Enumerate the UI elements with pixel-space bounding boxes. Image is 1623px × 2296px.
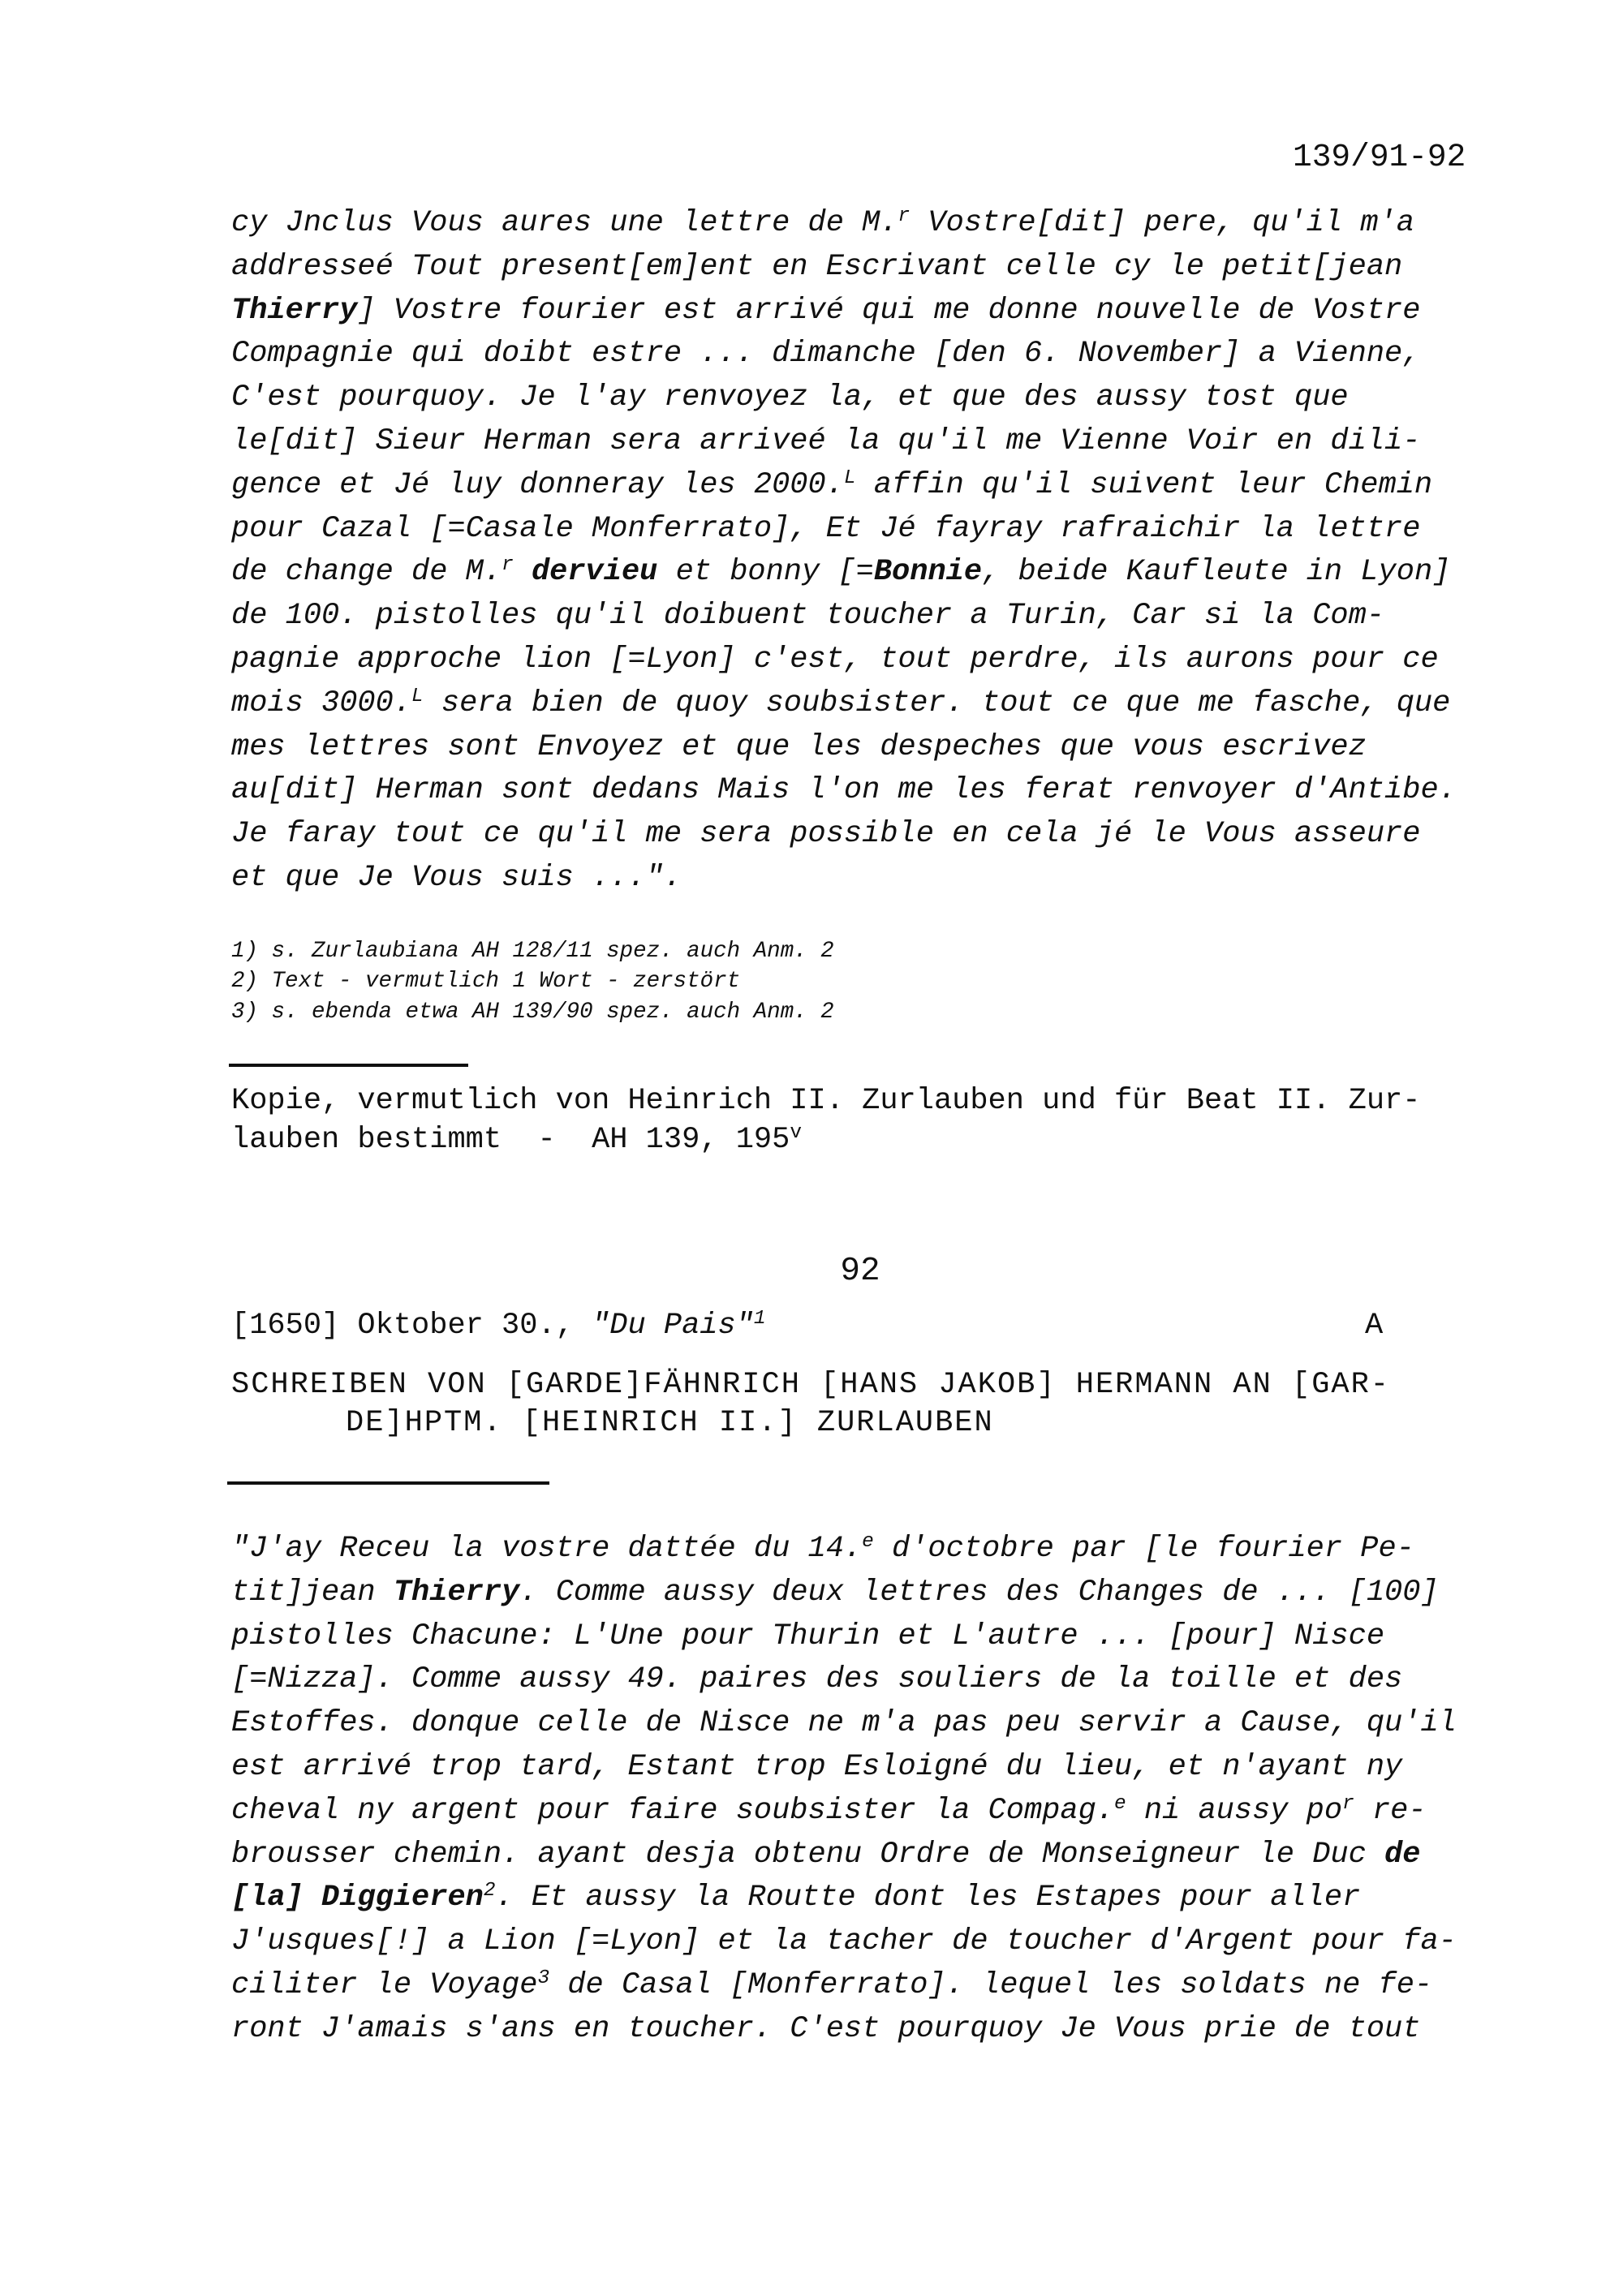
text-line: de 100. pistolles qu'il doibuent toucher a Turin, Car si la Com- [231, 599, 1385, 634]
doc-heading [231, 1366, 1546, 1443]
text-line: cheval ny argent pour faire soubsister la Compag.$^e$ ni aussy $po^r$ re- [231, 1792, 1427, 1828]
text-line: 1) s. Zurlaubiana AH 128/11 spez. auch Anm. 2 [231, 939, 834, 964]
footnotes-91 [231, 936, 1367, 1027]
text-line: [=Nizza]. Comme aussy 49. paires des souliers de la toille et des [231, 1662, 1403, 1697]
text-line: Estoffes. donque celle de Nisce ne m'a pas peu servir a Cause, qu'il [231, 1706, 1457, 1741]
date-line [231, 1309, 1497, 1342]
text-line: pagnie approche lion [=Lyon] c'est, tout perdre, ils aurons pour ce [231, 642, 1439, 677]
date-line-text [231, 1309, 1497, 1342]
section-number: 92 [840, 1253, 880, 1290]
page-number-header: 139/91-92 [1293, 139, 1466, 175]
text-line: ciliter le Voyage$^3$ de Casal [Monferrato]. lequel les soldats ne fe- [231, 1967, 1433, 2002]
text-line: "J'ay Receu la vostre dattée du 14.$^e$ d'octobre par [le fourier Pe- [231, 1530, 1414, 1566]
text-line: pour Cazal [=Casale Monferrato], Et Jé fayray rafraichir la lettre [231, 511, 1421, 546]
text-line: 3) s. ebenda etwa AH 139/90 spez. auch Anm. 2 [231, 999, 834, 1025]
text-line: Compagnie qui doibt estre ... dimanche [den 6. November] a Vienne, [231, 337, 1421, 372]
text-line: gence et Jé luy donneray les 2000.$^L$ affin qu'il suivent leur Chemin [231, 467, 1433, 502]
text-line: au[dit] Herman sont dedans Mais l'on me les ferat renvoyer d'Antibe. [231, 773, 1457, 808]
text-line: cy Jnclus Vous aures une lettre de M.$^r$ Vostre[dit] pere, qu'il m'a [231, 204, 1414, 240]
text-line: mes lettres sont Envoyez et que les despeches que vous escrivez [231, 729, 1367, 764]
text-line: C'est pourquoy. Je l'ay renvoyez la, et que des aussy tost que [231, 381, 1349, 415]
source-provenance-note [231, 1081, 1546, 1159]
letter-91-text [231, 202, 1546, 901]
text-line: est arrivé trop tard, Estant trop Esloigné du lieu, et n'ayant ny [231, 1749, 1403, 1784]
text-line: Thierry] Vostre fourier est arrivé qui me donne nouvelle de Vostre [231, 293, 1421, 328]
text-line: [1650] Oktober 30., "Du Pais"$^1$ [231, 1307, 766, 1343]
text-line: addresseé Tout present[em]ent en Escrivant celle cy le petit[jean [231, 249, 1403, 284]
doc-heading-line: DE]HPTM. [HEINRICH II.] ZURLAUBEN [346, 1406, 994, 1440]
text-line: 2) Text - vermutlich 1 Wort - zerstört [231, 969, 741, 995]
source-divider-rule [229, 1064, 468, 1067]
text-line: et que Je Vous suis ...". [231, 860, 682, 895]
text-line: tit]jean Thierry. Comme aussy deux lettres des Changes de ... [100] [231, 1575, 1439, 1610]
text-line: mois 3000.$^L$ sera bien de quoy soubsister. tout ce que me fasche, que [231, 685, 1451, 720]
text-line: Kopie, vermutlich von Heinrich II. Zurlauben und für Beat II. Zur- [231, 1084, 1421, 1118]
text-line: pistolles Chacune: L'Une pour Thurin et L'autre ... [pour] Nisce [231, 1619, 1385, 1653]
text-line: J'usques[!] a Lion [=Lyon] et la tacher de toucher d'Argent pour fa- [231, 1924, 1457, 1959]
text-line: le[dit] Sieur Herman sera arriveé la qu'il me Vienne Voir en dili- [231, 424, 1421, 458]
text-line: brousser chemin. ayant desja obtenu Ordre de Monseigneur le Duc de [231, 1837, 1421, 1872]
text-line: Je faray tout ce qu'il me sera possible en cela jé le Vous asseure [231, 817, 1421, 852]
doc-heading-line: SCHREIBEN VON [GARDE]FÄHNRICH [HANS JAKOB] HERMANN AN [GAR- [231, 1368, 1391, 1402]
text-line: [la] Diggieren$^2$. Et aussy la Routte dont les Estapes pour aller [231, 1880, 1361, 1915]
letter-92-text [231, 1528, 1546, 2052]
text-line: lauben bestimmt - AH 139, 195$^v$ [231, 1121, 802, 1157]
text-line: de change de M.$^r$ dervieu et bonny [=Bonnie, beide Kaufleute in Lyon] [231, 554, 1451, 590]
heading-divider-rule [227, 1481, 549, 1485]
letter-mark: A [1365, 1309, 1384, 1343]
text-line: ront J'amais s'ans en toucher. C'est pourquoy Je Vous prie de tout [231, 2011, 1421, 2046]
